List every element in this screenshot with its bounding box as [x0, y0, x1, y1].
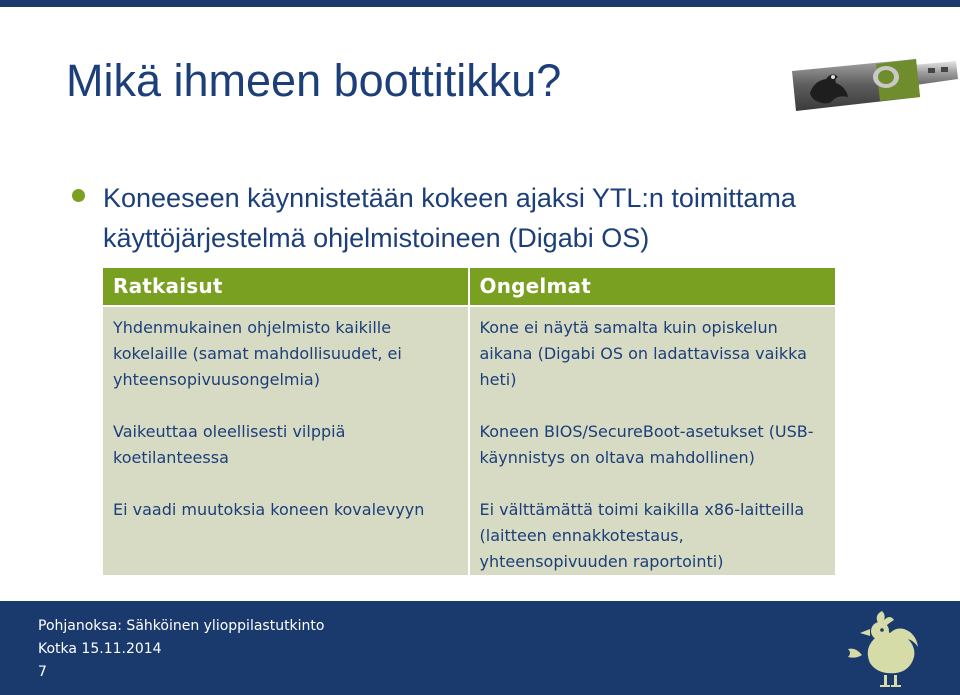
- footer-page-number: 7: [38, 664, 47, 680]
- footer-org: Pohjanoksa: Sähköinen ylioppilastutkinto: [38, 618, 325, 634]
- header-solutions: Ratkaisut: [103, 268, 469, 306]
- top-band: [0, 0, 960, 7]
- usb-stick-icon: [778, 55, 960, 127]
- header-problems: Ongelmat: [469, 268, 836, 306]
- solution-item: Yhdenmukainen ohjelmisto kaikille kokelaille (samat mahdollisuudet, ei yhteensopivuusongelmia): [113, 317, 402, 389]
- problems-cell: [469, 306, 836, 576]
- footer-place-date: Kotka 15.11.2014: [38, 641, 162, 657]
- bullet-text: Koneeseen käynnistetään kokeen ajaksi YTL:n toimittama käyttöjärjestelmä ohjelmistoineen (Digabi OS): [103, 183, 796, 253]
- slide-title: Mikä ihmeen boottitikku?: [66, 55, 562, 106]
- footer-band: [0, 601, 960, 695]
- problem-item: Koneen BIOS/SecureBoot-asetukset (USB-käynnistys on oltava mahdollinen): [479, 421, 814, 467]
- table-header-row: [103, 268, 836, 306]
- problem-item: Ei välttämättä toimi kaikilla x86-laitteilla (laitteen ennakkotestaus, yhteensopivuuden raportointi): [479, 499, 805, 571]
- bullet-dot-icon: [72, 189, 85, 202]
- solution-item: Ei vaadi muutoksia koneen kovalevyyn: [113, 499, 425, 519]
- comparison-table: [102, 267, 836, 576]
- main-bullet: [72, 178, 872, 258]
- table-row: [103, 306, 836, 576]
- rooster-logo-icon: [838, 609, 924, 691]
- problem-item: Kone ei näytä samalta kuin opiskelun aikana (Digabi OS on ladattavissa vaikka heti): [479, 317, 807, 389]
- solutions-cell: [103, 306, 469, 576]
- solution-item: Vaikeuttaa oleellisesti vilppiä koetilanteessa: [113, 421, 346, 467]
